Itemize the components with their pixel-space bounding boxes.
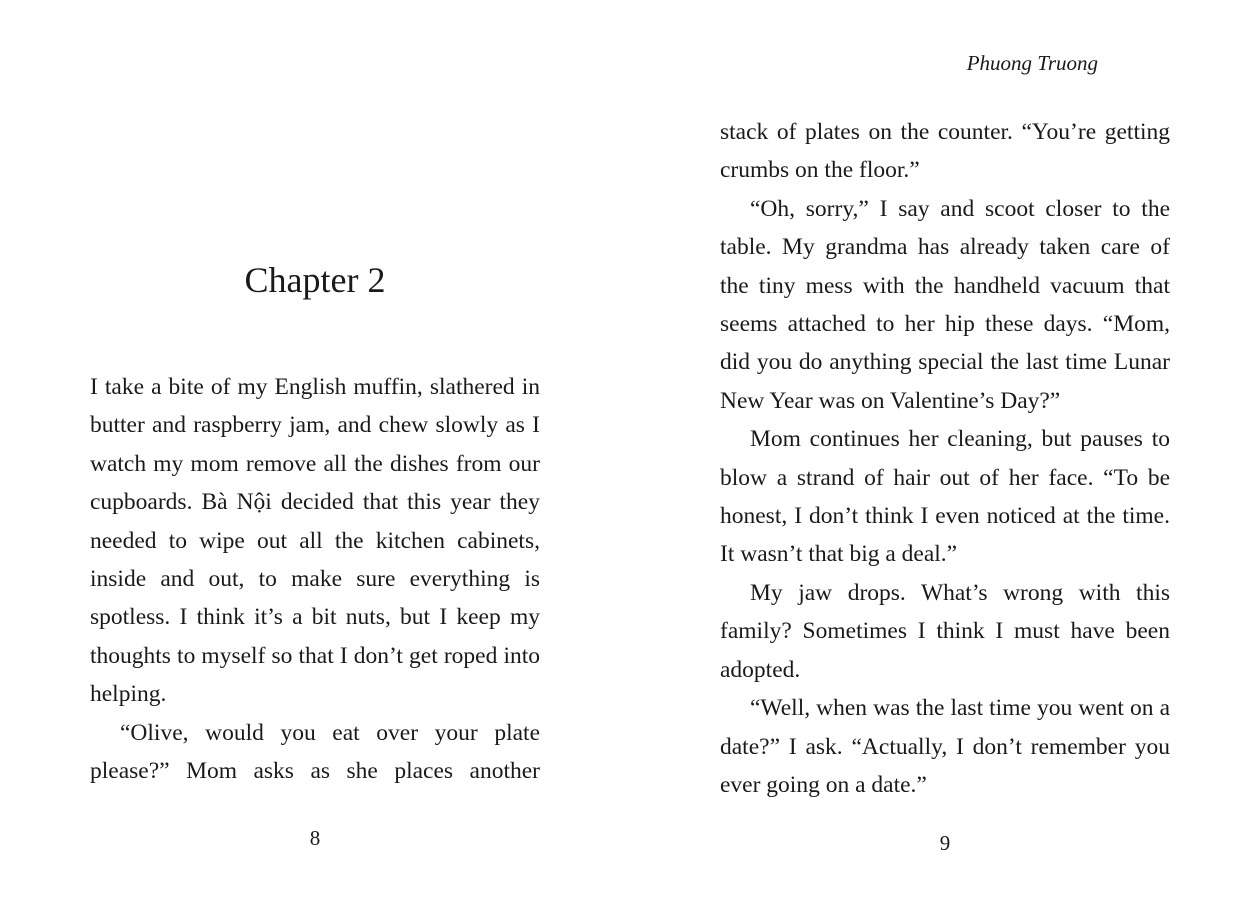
page-number: 8 <box>309 826 321 850</box>
author-name: Phuong Truong <box>966 51 1098 75</box>
paragraph: “Well, when was the last time you went on a date?” I ask. “Actually, I don’t remember you ever going on a date.” <box>720 695 1170 798</box>
paragraph: Mom continues her cleaning, but pauses to blow a strand of hair out of her face. “To be honest, I don’t think I even noticed at the time. It wasn’t that big a deal.” <box>720 426 1170 568</box>
paragraph: My jaw drops. What’s wrong with this family? Sometimes I think I must have been adopted. <box>720 579 1170 683</box>
right-page <box>630 0 1260 900</box>
right-body-text <box>720 113 1170 804</box>
left-body-text <box>90 368 540 790</box>
paragraph: I take a bite of my English muffin, slathered in butter and raspberry jam, and chew slowly as I watch my mom remove all the dishes from our cupboards. Bà Nội decided that this year they needed to wipe out all the kitchen cabinets, inside and out, to make sure everything is spotless. I think it’s a bit nuts, but I keep my thoughts to myself so that I don’t get roped into helping. <box>90 374 540 708</box>
running-head <box>720 50 1170 76</box>
paragraph: “Olive, would you eat over your plate please?” Mom asks as she places another <box>90 719 540 785</box>
chapter-title: Chapter 2 <box>244 260 386 300</box>
paragraph: “Oh, sorry,” I say and scoot closer to the table. My grandma has already taken care of the tiny mess with the handheld vacuum that seems attached to her hip these days. “Mom, did you do anything special the last time Lunar New Year was on Valentine’s Day?” <box>720 195 1170 414</box>
paragraph: stack of plates on the counter. “You’re getting crumbs on the floor.” <box>720 119 1170 184</box>
page-number: 9 <box>939 831 951 855</box>
